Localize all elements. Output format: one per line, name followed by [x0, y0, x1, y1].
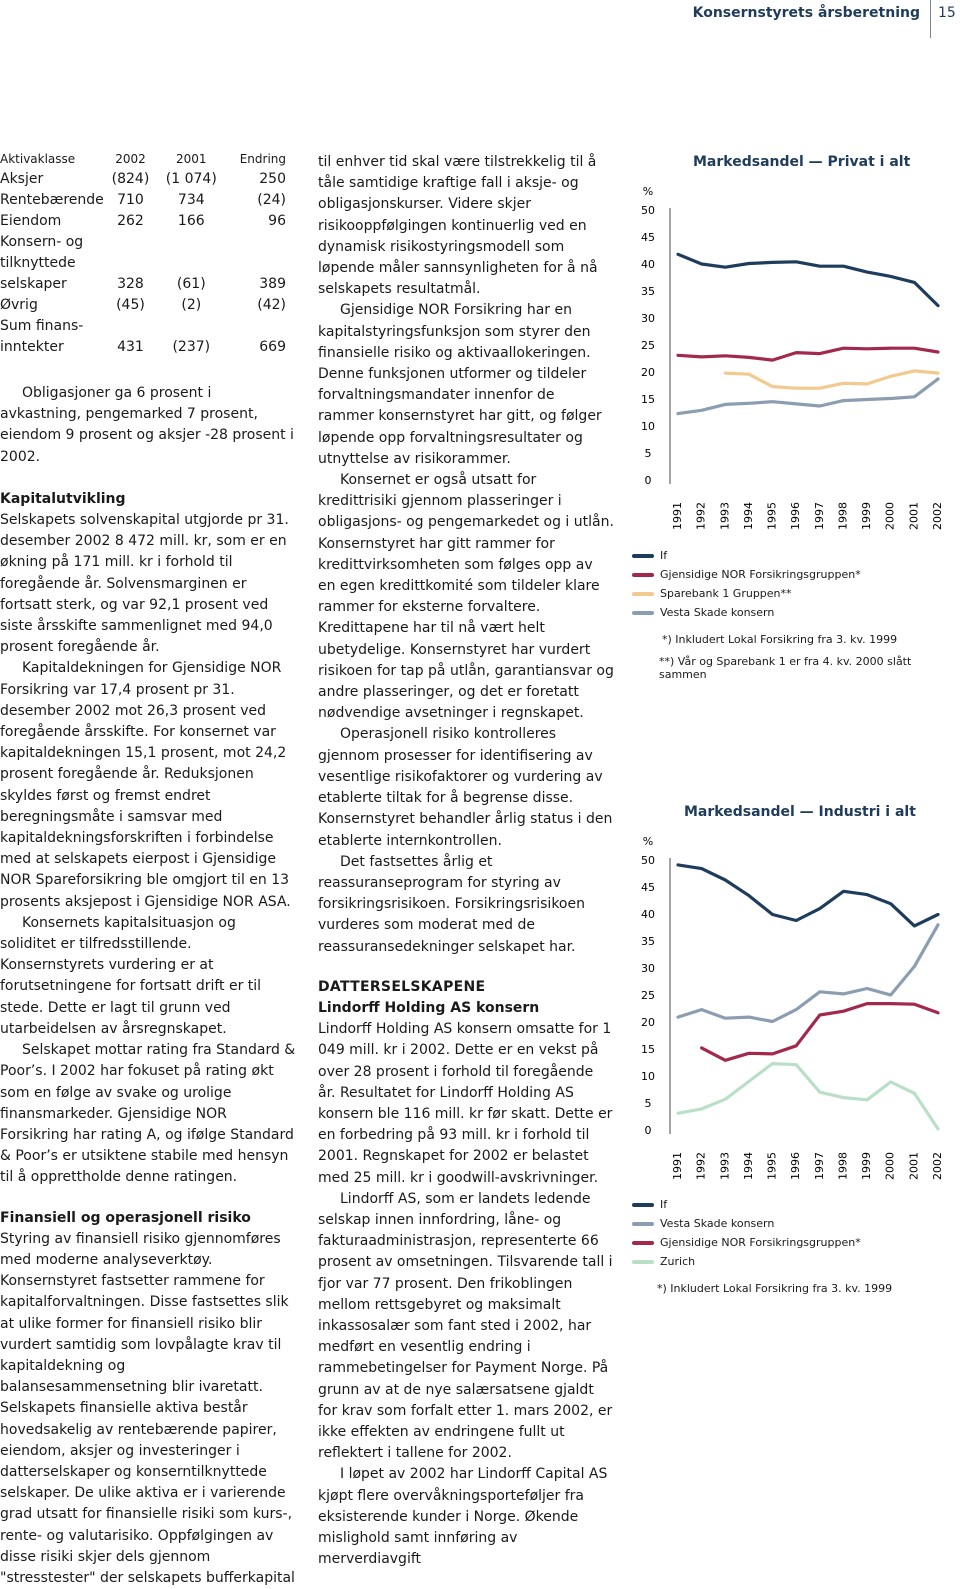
- x-tick-label: 1996: [789, 1152, 803, 1180]
- legend-industri: [632, 1195, 861, 1271]
- cell-2001: 166: [177, 213, 205, 229]
- y-tick-label: 20: [641, 1016, 655, 1029]
- column-header: 2001: [176, 152, 207, 166]
- y-tick-label: 50: [641, 854, 655, 867]
- y-tick-label: 40: [641, 908, 655, 921]
- legend-item: [632, 546, 861, 565]
- cell-2002: 710: [117, 192, 144, 208]
- legend-swatch: [632, 1222, 654, 1226]
- header-divider: [930, 0, 931, 38]
- x-tick-label: 2002: [931, 1152, 944, 1180]
- y-tick-label: 0: [644, 474, 652, 487]
- cell-2001: (1 074): [165, 171, 217, 187]
- cell-2001: (61): [176, 276, 206, 292]
- table-row: [0, 192, 286, 213]
- footnote: *) Inkludert Lokal Forsikring fra 3. kv. 1999: [662, 633, 898, 646]
- y-tick-label: 15: [641, 393, 655, 406]
- row-label: inntekter: [0, 339, 64, 355]
- row-label: Eiendom: [0, 213, 62, 229]
- column-header: Endring: [239, 152, 286, 166]
- y-tick-label: 15: [641, 1043, 655, 1056]
- x-tick-label: 1993: [718, 1152, 732, 1180]
- y-tick-label: 10: [641, 1070, 655, 1083]
- y-tick-label: 5: [644, 447, 652, 460]
- x-tick-label: 1999: [860, 502, 874, 530]
- x-tick-label: 2000: [883, 502, 897, 530]
- x-tick-label: 1996: [789, 502, 803, 530]
- series-line-gjensidige-nor-forsikringsgruppen: [678, 348, 938, 360]
- paragraph: Operasjonell risiko kontrolleres gjennom prosesser for identifisering av vesentlige risikofaktorer og vurdering av etablerte tiltak for å begrense disse. Konsernstyret behandler årlig status i den etablerte internkontrollen.: [318, 726, 613, 849]
- legend-label: Sparebank 1 Gruppen**: [660, 587, 792, 600]
- legend-swatch: [632, 611, 654, 615]
- legend-item: [632, 584, 861, 603]
- legend-item: [632, 1195, 861, 1214]
- table-row: [0, 276, 286, 297]
- table-row: [0, 318, 286, 339]
- chart-title-privat: Markedsandel — Privat i alt: [693, 154, 911, 170]
- column-header: 2002: [115, 152, 146, 166]
- x-tick-label: 1999: [860, 1152, 874, 1180]
- table-row: [0, 339, 286, 360]
- section-heading-kapitalutvikling: Kapitalutvikling: [0, 490, 126, 507]
- cell-change: 250: [259, 171, 286, 187]
- paragraph: Gjensidige NOR Forsikring har en kapitalstyringsfunksjon som styrer den finansielle risiko og aktivaallokeringen. Denne funksjonen utformer og tildeler forvaltningsmandater innenfor de rammer konsernstyret har gitt, og følger løpende opp forvaltningsresultater og utnyttelse av risikorammer.: [318, 302, 602, 467]
- legend-label: Gjensidige NOR Forsikringsgruppen*: [660, 1236, 861, 1249]
- y-tick-label: 20: [641, 366, 655, 379]
- y-tick-label: 45: [641, 231, 655, 244]
- legend-swatch: [632, 592, 654, 596]
- legend-label: Gjensidige NOR Forsikringsgruppen*: [660, 568, 861, 581]
- cell-change: (24): [257, 192, 286, 208]
- cell-2002: 262: [117, 213, 144, 229]
- section-heading-finansiell-risiko: Finansiell og operasjonell risiko: [0, 1209, 251, 1226]
- series-line-sparebank-1-gruppen: [725, 371, 938, 388]
- paragraph: Konsernets kapitalsituasjon og soliditet er tilfredsstillende. Konsernstyrets vurdering er at forutsetningene for fortsatt drift er til stede. Dette er lagt til grunn ved utarbeidelsen av årsregnskapet.: [0, 914, 262, 1037]
- cell-2002: 431: [117, 339, 144, 355]
- table-row: [0, 213, 286, 234]
- paragraph: Selskapet mottar rating fra Standard & Poor’s. I 2002 har fokuset på rating økt som en følge av svake og urolige finansmarkeder. Gjensidige NOR Forsikring har rating A, og ifølge Standard & Poor’s er utsiktene stabile med hensyn til å opprettholde denne ratingen.: [0, 1042, 296, 1186]
- y-tick-label: 0: [644, 1124, 652, 1137]
- cell-2002: (824): [111, 171, 150, 187]
- subheading-lindorff: Lindorff Holding AS konsern: [318, 999, 540, 1016]
- legend-label: Zurich: [660, 1255, 696, 1268]
- x-tick-label: 1998: [836, 502, 850, 530]
- x-tick-label: 1994: [741, 502, 755, 530]
- paragraph: Styring av finansiell risiko gjennomføres med moderne analyseverktøy. Konsernstyret fastsetter rammene for kapitalforvaltningen. Disse fastsettes slik at ulike former for finansiell risiko blir vurdert samtidig som lovpålagte krav til kapitaldekning og balansesammensetning blir ivaretatt. Selskapets finansielle aktiva består hovedsakelig av rentebærende papirer, eiendom, aksjer og investeringer i datterselskaper og konserntilknyttede selskaper. De ulike aktiva er i varierende grad utsatt for finansielle risiki som kurs-, rente- og valutarisiko. Oppfølgingen av disse risiki skjer dels gjennom "stresstester" der selskapets bufferkapital: [0, 1230, 295, 1586]
- legend-label: If: [660, 549, 668, 562]
- y-unit-label: %: [642, 185, 654, 198]
- legend-item: [632, 1233, 861, 1252]
- x-tick-label: 1997: [812, 1152, 826, 1180]
- x-tick-label: 1995: [765, 1152, 779, 1180]
- legend-swatch: [632, 1241, 654, 1245]
- x-tick-label: 2000: [883, 1152, 897, 1180]
- paragraph: I løpet av 2002 har Lindorff Capital AS kjøpt flere overvåkningsporteføljer fra eksisterende kunder i Norge. Økende mislighold samt innføring av merverdiavgift: [318, 1466, 608, 1568]
- y-tick-label: 30: [641, 962, 655, 975]
- running-header-title: Konsernstyrets årsberetning: [692, 5, 920, 21]
- line-chart-privat: [620, 170, 950, 530]
- table-header-row: [0, 150, 286, 171]
- legend-item: [632, 603, 861, 622]
- cell-change: 96: [268, 213, 286, 229]
- cell-change: 669: [259, 339, 286, 355]
- paragraph: Selskapets solvenskapital utgjorde pr 31. desember 2002 8 472 mill. kr, som er en økning på 171 mill. kr i forhold til foregående år. Solvensmarginen er fortsatt sterk, og var 92,1 prosent ved siste årsskifte sammenlignet med 94,0 prosent foregående år.: [0, 512, 289, 656]
- y-tick-label: 40: [641, 258, 655, 271]
- y-tick-label: 35: [641, 285, 655, 298]
- series-line-gjensidige-nor-forsikringsgruppen: [702, 1004, 938, 1061]
- x-tick-label: 1994: [741, 1152, 755, 1180]
- legend-item: [632, 1214, 861, 1233]
- financial-income-table: [0, 150, 286, 360]
- x-tick-label: 1992: [694, 502, 708, 530]
- cell-2001: (2): [181, 297, 202, 313]
- legend-label: Vesta Skade konsern: [660, 1217, 775, 1230]
- y-tick-label: 25: [641, 339, 655, 352]
- legend-swatch: [632, 1260, 654, 1264]
- y-tick-label: 30: [641, 312, 655, 325]
- series-line-vesta-skade-konsern: [678, 925, 938, 1022]
- table-row: [0, 171, 286, 192]
- cell-2002: (45): [116, 297, 145, 313]
- section-heading-datterselskapene: DATTERSELSKAPENE: [318, 978, 486, 995]
- column-middle-text: [318, 152, 614, 1570]
- legend-swatch: [632, 1203, 654, 1207]
- column-header: Aktivaklasse: [0, 152, 76, 166]
- legend-swatch: [632, 573, 654, 577]
- table-row: [0, 297, 286, 318]
- cell-change: (42): [257, 297, 286, 313]
- y-tick-label: 45: [641, 881, 655, 894]
- x-tick-label: 1997: [812, 502, 826, 530]
- legend-item: [632, 565, 861, 584]
- y-tick-label: 10: [641, 420, 655, 433]
- row-label: selskaper: [0, 276, 67, 292]
- chart-title-industri: Markedsandel — Industri i alt: [684, 804, 916, 820]
- paragraph: Konsernet er også utsatt for kredittrisiki gjennom plasseringer i obligasjons- og pengemarkedet og i utlån. Konsernstyret har gitt rammer for kredittvirksomheten som følges opp av en egen kredittkomité som tildeler klare rammer for eksterne forvaltere. Kredittapene har til nå vært helt ubetydelige. Konsernstyret har vurdert risikoen for tap på utlån, garantiansvar og andre plasseringer, og det er foretatt nødvendige avsetninger i regnskapet.: [318, 472, 614, 722]
- row-label: tilknyttede: [0, 255, 76, 271]
- x-tick-label: 2002: [931, 502, 944, 530]
- y-unit-label: %: [642, 835, 654, 848]
- paragraph: Lindorff Holding AS konsern omsatte for 1 049 mill. kr i 2002. Dette er en vekst på over 28 prosent i forhold til foregående år. Resultatet for Lindorff Holding AS konsern ble 116 mill. kr før skatt. Dette er en forbedring på 93 mill. kr i forhold til 2001. Regnskapet for 2002 er belastet med 25 mill. kr i goodwill-avskrivninger.: [318, 1021, 613, 1186]
- paragraph: Kapitaldekningen for Gjensidige NOR Forsikring var 17,4 prosent pr 31. desember 2002 mot 26,3 prosent ved foregående årsskifte. For konsernet var kapitaldekningen 15,1 prosent, mot 24,2 prosent foregående år. Reduksjonen skyldes først og fremst endret beregningsmåte i samsvar med kapitaldekningsforskriften i forbindelse med at selskapets eierpost i Gjensidige NOR Spareforsikring ble omgjort til en 13 prosents aksjepost i Gjensidige NOR ASA.: [0, 660, 291, 910]
- y-tick-label: 25: [641, 989, 655, 1002]
- series-line-if: [678, 865, 938, 926]
- column-left-text: [0, 383, 296, 1589]
- y-tick-label: 50: [641, 204, 655, 217]
- paragraph: til enhver tid skal være tilstrekkelig til å tåle samtidige kraftige fall i aksje- og obligasjonskurser. Videre skjer risikooppfølgingen kontinuerlig ved en dynamisk risikostyringsmodell som løpende måler sannsynligheten for å nå selskapets resultatmål.: [318, 154, 598, 298]
- row-label: Sum finans-: [0, 318, 84, 334]
- table-row: [0, 234, 286, 255]
- series-line-vesta-skade-konsern: [678, 379, 938, 414]
- legend-swatch: [632, 554, 654, 558]
- cell-2001: 734: [177, 192, 205, 208]
- cell-2002: 328: [117, 276, 144, 292]
- x-tick-label: 2001: [907, 1152, 921, 1180]
- legend-item: [632, 1252, 861, 1271]
- x-tick-label: 1992: [694, 1152, 708, 1180]
- y-tick-label: 5: [644, 1097, 652, 1110]
- x-tick-label: 1991: [671, 1152, 684, 1180]
- cell-change: 389: [259, 276, 286, 292]
- x-tick-label: 1998: [836, 1152, 850, 1180]
- y-tick-label: 35: [641, 935, 655, 948]
- x-tick-label: 1995: [765, 502, 779, 530]
- series-line-if: [678, 254, 938, 305]
- legend-privat: [632, 546, 861, 622]
- row-label: Konsern- og: [0, 234, 84, 250]
- x-tick-label: 1991: [671, 502, 684, 530]
- row-label: Aksjer: [0, 171, 44, 187]
- paragraph: Lindorff AS, som er landets ledende selskap innen innfordring, låne- og fakturaadministrasjon, representerte 66 prosent av omsetningen. Tilsvarende tall i fjor var 77 prosent. Den frikoblingen mellom rettsgebyret og maksimalt inkassosalær som fant sted i 2002, har medført en vesentlig endring i rammebetingelser for Payment Norge. På grunn av at de nye salærsatsene gjaldt for krav som forfalt etter 1. mars 2002, er ikke effekten av endringene fullt ut reflektert i tallene for 2002.: [318, 1190, 613, 1462]
- table-caption: Obligasjoner ga 6 prosent i avkastning, pengemarked 7 prosent, eiendom 9 prosent og aksjer -28 prosent i 2002.: [0, 385, 294, 465]
- page-number: 15: [938, 5, 956, 21]
- row-label: Rentebærende: [0, 192, 104, 208]
- series-line-zurich: [678, 1064, 938, 1129]
- table-row: [0, 255, 286, 276]
- x-tick-label: 2001: [907, 502, 921, 530]
- footnote: *) Inkludert Lokal Forsikring fra 3. kv. 1999: [657, 1282, 893, 1295]
- x-tick-label: 1993: [718, 502, 732, 530]
- row-label: Øvrig: [0, 297, 38, 313]
- legend-label: If: [660, 1198, 668, 1211]
- line-chart-industri: [620, 820, 950, 1180]
- legend-label: Vesta Skade konsern: [660, 606, 775, 619]
- footnote: **) Vår og Sparebank 1 er fra 4. kv. 2000 slått sammen: [659, 655, 912, 681]
- paragraph: Det fastsettes årlig et reassuranseprogram for styring av forsikringsrisikoen. Forsikringsrisikoen vurderes som moderat med de reassuransedekninger selskapet har.: [318, 853, 585, 955]
- cell-2001: (237): [172, 339, 211, 355]
